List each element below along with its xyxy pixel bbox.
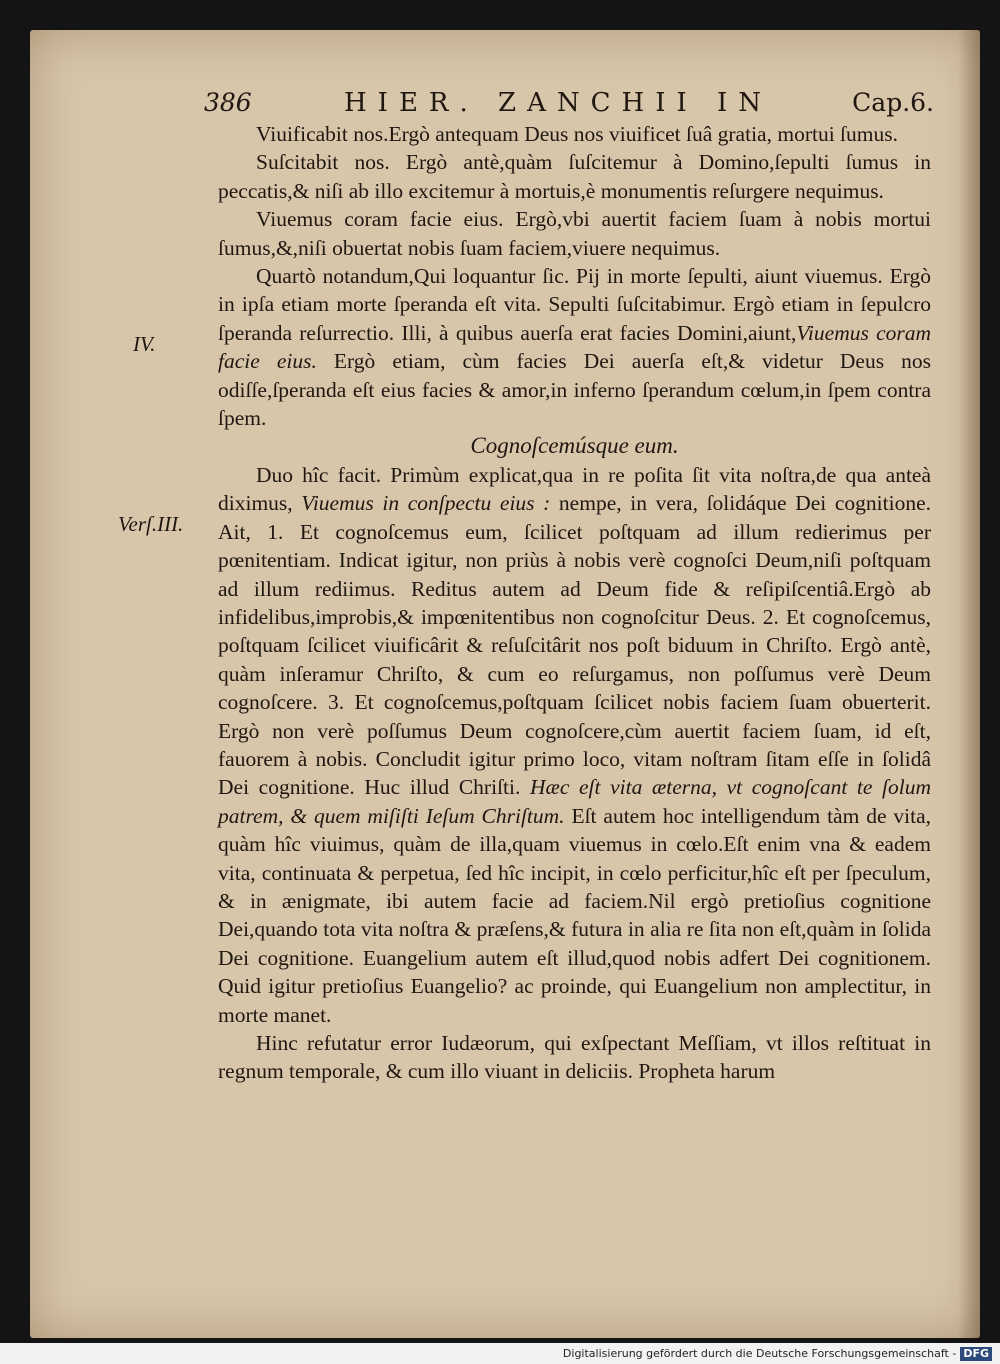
footer-text: Digitalisierung gefördert durch die Deutsche Forschungsgemeinschaft - — [562, 1347, 957, 1360]
quote-run: Hæc eſt vita æterna, vt cognoſcant te ſolum patrem, & quem miſiſti Ieſum Chriſtum. — [218, 775, 931, 828]
quote-run: Viuemus in conſpectu eius : — [301, 491, 551, 516]
section-heading: Cognoſcemúsque eum. — [470, 433, 679, 459]
text-run: nempe, in vera, ſolidáque Dei cognitione. Ait, 1. Et cognoſcemus eum, ſcilicet poſtquam ad illum redierimus per pœnitentiam. Indicat igitur, non priùs à nobis verè cognoſci Deum,niſi poſtquam ad illum rediimus. Reditus autem ad Deum fide & reſipiſcentiâ.Ergò ab infidelibus,improbis,& impœnitentibus non cognoſcitur Deus. 2. Et cognoſcemus, poſtquam ſcilicet viuificârit & reſuſcitârit nos poſt biduum in Chriſto. Ergò antè, quàm inſeramur Chriſto, & cum eo reſurgamus, non poſſumus verè Deum cognoſcere. 3. Et cognoſcemus,poſtquam ſcilicet nobis faciem ſuam obuerterit. Ergò non verè poſſumus Deum cognoſcere,cùm auertit faciem ſuam, id eſt, fauorem à nobis. Concludit igitur primo loco, vitam noſtram ſitam eſſe in ſolidâ Dei cognitione. Huc illud Chriſti. — [218, 491, 931, 800]
running-title: HIER. ZANCHII IN — [344, 88, 773, 118]
margin-note-vers-iii: Verſ.III. — [118, 512, 184, 536]
body-text — [218, 120, 931, 1086]
text-run: Quartò notandum,Qui loquantur ſic. Pij in morte ſepulti, aiunt viuemus. Ergò in ipſa etiam morte ſperanda eſt vita. Sepulti ſuſcitabimur. Ergò etiam in ſepulcro ſperanda reſurrectio. Illi, à quibus auerſa erat facies Domini,aiunt, — [218, 264, 931, 345]
margin-note-iv: IV. — [133, 332, 156, 356]
paragraph — [218, 461, 931, 1029]
footer-bar — [0, 1343, 1000, 1364]
paragraph: Suſcitabit nos. Ergò antè,quàm ſuſcitemur à Domino,ſepulti ſumus in peccatis,& niſi ab illo excitemur à mortuis,è monumentis reſurgere nequimus. — [218, 150, 931, 203]
paragraph — [218, 262, 931, 432]
quote-run: Viuemus coram facie eius. — [218, 320, 932, 374]
text-run: Ergò etiam, cùm facies Dei auerſa eſt,& videtur Deus nos odiſſe,ſperanda eſt eius facies & amor,in inferno ſperandum cœlum,in ſpem contra ſpem. — [218, 349, 932, 431]
paragraph: Viuemus coram facie eius. Ergò,vbi auertit faciem ſuam à nobis mortui ſumus,&,niſi obuertat nobis ſuam faciem,viuere nequimus. — [218, 207, 931, 260]
text-run: Eſt autem hoc intelligendum tàm de vita, quàm hîc viuimus, quàm de illa,quam viuemus in cœlo.Eſt enim vna & eadem vita, continuata & perpetua, ſed hîc incipit, in cœlo perficitur,hîc eſt per ſpeculum, & in ænigmate, ibi autem facie ad faciem.Nil ergò pretioſius cognitione Dei,quando tota vita noſtra & præſens,& futura in alia re ſita non eſt,quàm in ſolida Dei cognitione. Euangelium autem eſt illud,quod nobis adfert Dei cognitionem. Quid igitur pretioſius Euangelio? ac proinde, qui Euangelium non amplectitur, in morte manet. — [218, 803, 931, 1027]
chapter-label: Cap.6. — [852, 88, 934, 117]
page-number: 386 — [204, 88, 252, 117]
dfg-logo: DFG — [960, 1347, 992, 1361]
page-header — [204, 88, 934, 118]
paragraph: Viuificabit nos.Ergò antequam Deus nos viuificet ſuâ gratia, mortui ſumus. — [256, 122, 898, 146]
paragraph: Hinc refutatur error Iudæorum, qui exſpectant Meſſiam, vt illos reſtituat in regnum temporale, & cum illo viuant in deliciis. Propheta harum — [218, 1031, 931, 1084]
text-run: Duo hîc facit. Primùm explicat,qua in re poſita ſit vita noſtra,de qua anteà diximus, — [218, 462, 931, 516]
